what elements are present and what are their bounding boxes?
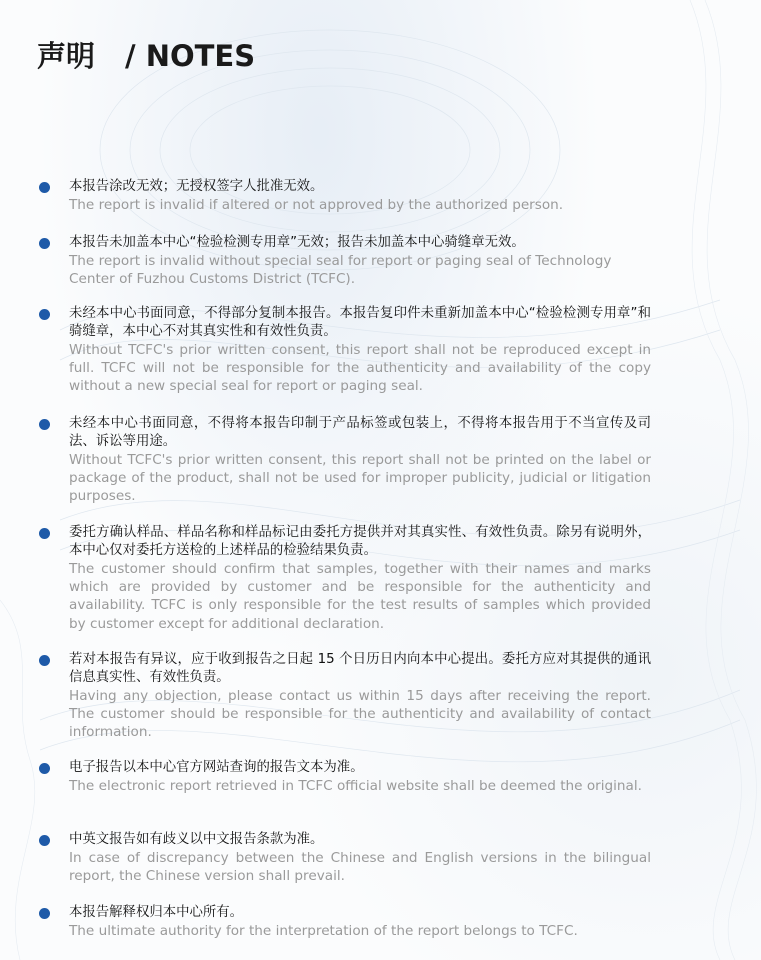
note-english: Without TCFC's prior written consent, this report shall not be reproduced except in full. TCFC will not be responsible for the authenticity and availability of the copy without a new special seal for report or paging seal. xyxy=(69,342,651,395)
bullet-dot xyxy=(39,528,50,539)
note-english: The report is invalid without special seal for report or paging seal of Technology Center of Fuzhou Customs District (TCFC). xyxy=(69,253,612,288)
note-chinese: 本报告涂改无效；无授权签字人批准无效。 xyxy=(69,179,324,194)
note-english: The customer should confirm that samples, together with their names and marks which are provided by customer and be responsible for the authenticity and availability. TCFC is only responsible for the test results of samples which provided by customer except for additional declaration. xyxy=(69,561,651,632)
list-item xyxy=(0,759,761,831)
list-item xyxy=(0,651,761,759)
bullet-dot xyxy=(39,309,50,320)
note-english: The report is invalid if altered or not approved by the authorized person. xyxy=(69,197,564,213)
bullet-dot xyxy=(39,908,50,919)
bullet-dot xyxy=(39,182,50,193)
list-item xyxy=(0,234,761,305)
bullet-dot xyxy=(39,763,50,774)
list-item xyxy=(0,524,761,651)
note-english: Without TCFC's prior written consent, this report shall not be printed on the label or package of the product, shall not be used for improper publicity, judicial or litigation purposes. xyxy=(69,452,651,505)
note-chinese: 中英文报告如有歧义以中文报告条款为准。 xyxy=(69,832,324,847)
bullet-dot xyxy=(39,655,50,666)
note-english: Having any objection, please contact us within 15 days after receiving the report. The customer should be responsible for the authenticity and availability of contact information. xyxy=(69,688,651,741)
note-english: The electronic report retrieved in TCFC official website shall be deemed the original. xyxy=(69,778,642,794)
note-english: The ultimate authority for the interpretation of the report belongs to TCFC. xyxy=(69,923,578,939)
note-chinese: 未经本中心书面同意，不得部分复制本报告。本报告复印件未重新加盖本中心“检验检测专用章”和骑缝章，本中心不对其真实性和有效性负责。 xyxy=(69,306,651,339)
note-chinese: 若对本报告有异议，应于收到报告之日起 15 个日历日内向本中心提出。委托方应对其提供的通讯信息真实性、有效性负责。 xyxy=(69,652,651,685)
bullet-dot xyxy=(39,419,50,430)
note-chinese: 委托方确认样品、样品名称和样品标记由委托方提供并对其真实性、有效性负责。除另有说明外，本中心仅对委托方送检的上述样品的检验结果负责。 xyxy=(69,525,651,558)
title-chinese: 声明 xyxy=(37,39,96,73)
list-item xyxy=(0,831,761,904)
note-chinese: 电子报告以本中心官方网站查询的报告文本为准。 xyxy=(69,760,364,775)
page-title xyxy=(37,34,255,75)
note-chinese: 未经本中心书面同意，不得将本报告印制于产品标签或包装上，不得将本报告用于不当宣传及司法、诉讼等用途。 xyxy=(69,416,651,449)
note-chinese: 本报告解释权归本中心所有。 xyxy=(69,905,244,920)
bullet-dot xyxy=(39,238,50,249)
list-item xyxy=(0,904,761,960)
list-item xyxy=(0,415,761,524)
note-english: In case of discrepancy between the Chinese and English versions in the bilingual report, the Chinese version shall prevail. xyxy=(69,850,651,885)
note-chinese: 本报告未加盖本中心“检验检测专用章”无效；报告未加盖本中心骑缝章无效。 xyxy=(69,235,525,250)
notes-list xyxy=(0,178,761,960)
list-item xyxy=(0,305,761,415)
list-item xyxy=(0,178,761,234)
title-english: / NOTES xyxy=(125,39,256,73)
bullet-dot xyxy=(39,835,50,846)
